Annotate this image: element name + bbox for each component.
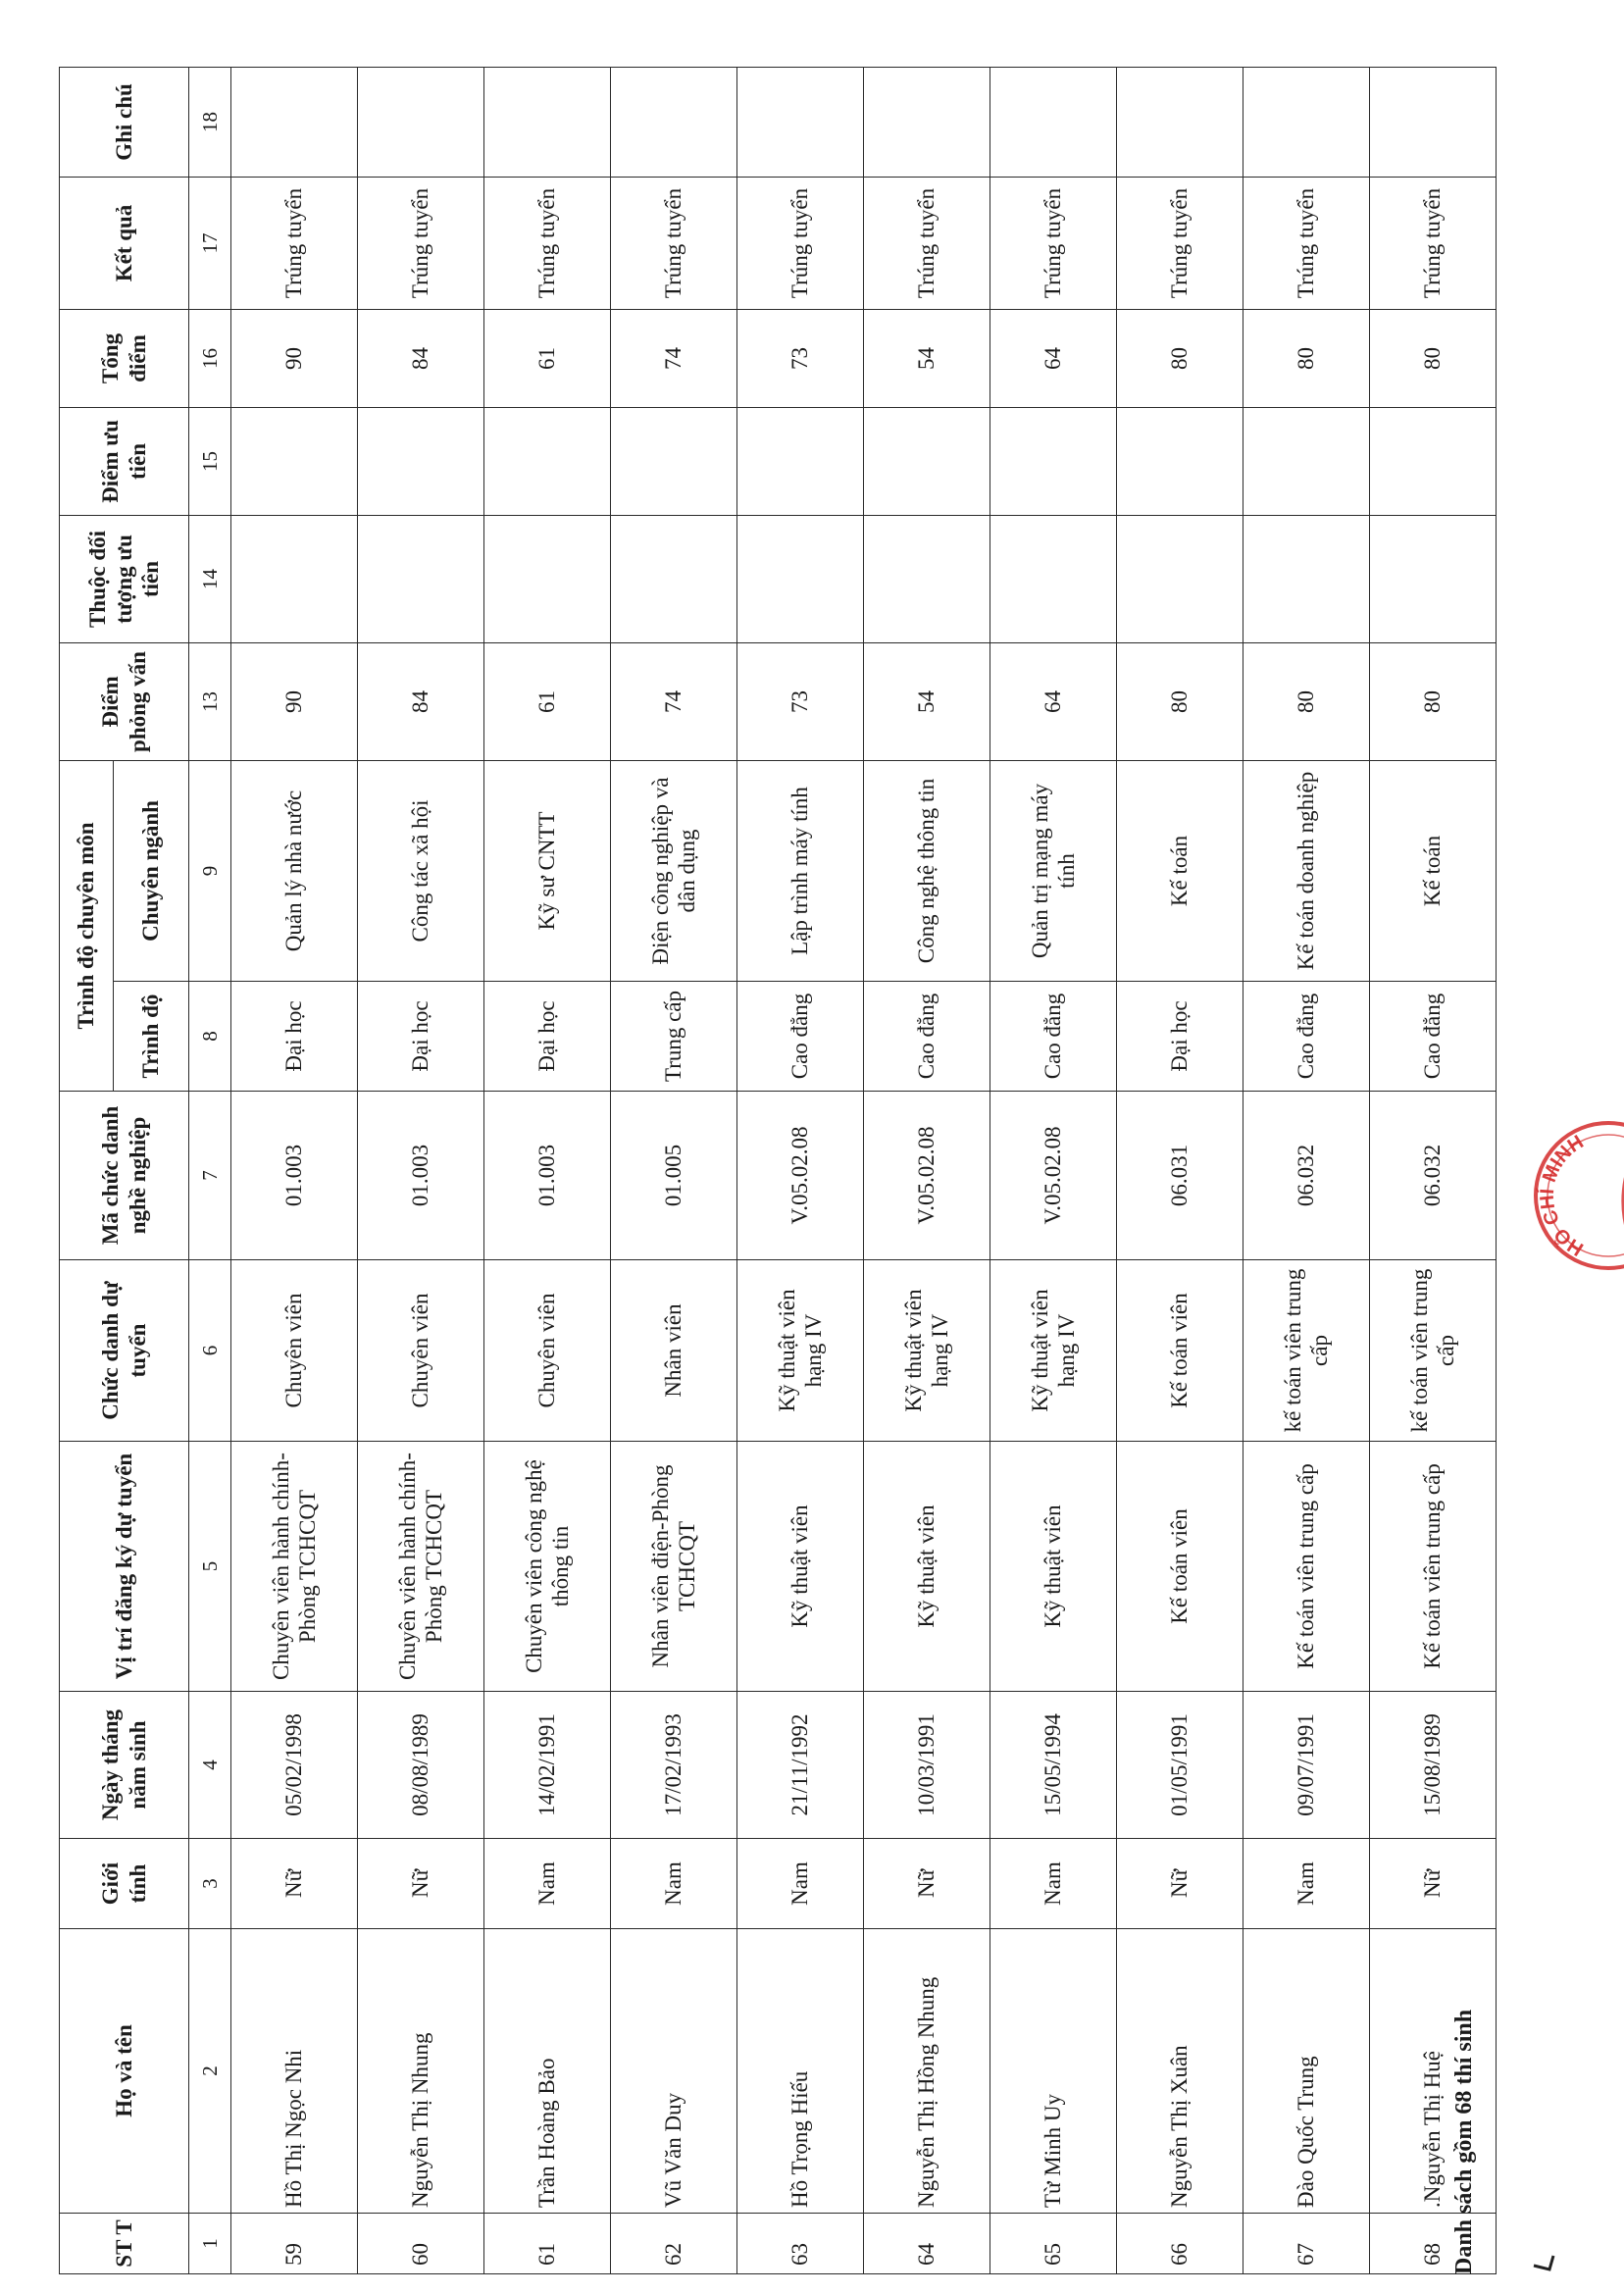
cell-priority-group xyxy=(864,515,990,642)
cell-stt: 62 xyxy=(611,2214,737,2274)
cell-level: Cao đẳng xyxy=(737,982,864,1092)
header-stt: ST T xyxy=(60,2214,189,2274)
cell-major: Điện công nghiệp và dân dụng xyxy=(611,760,737,981)
column-number: 4 xyxy=(189,1692,231,1839)
cell-stt: 65 xyxy=(990,2214,1117,2274)
header-qualification: Trình độ chuyên môn xyxy=(60,760,114,1091)
cell-priority-score xyxy=(990,407,1117,515)
column-number: 3 xyxy=(189,1839,231,1929)
cell-title: Kế toán viên xyxy=(1117,1260,1243,1442)
cell-stt: 60 xyxy=(358,2214,484,2274)
cell-priority-group xyxy=(990,515,1117,642)
header-interview: Điểm phỏng vấn xyxy=(60,642,189,760)
cell-title: Chuyên viên xyxy=(231,1260,358,1442)
cell-code: 06.032 xyxy=(1370,1092,1497,1260)
table-body xyxy=(231,67,1497,2273)
cell-priority-score xyxy=(1243,407,1370,515)
cell-code: V.05.02.08 xyxy=(864,1092,990,1260)
cell-result: Trúng tuyển xyxy=(864,177,990,309)
cell-name: Nguyễn Thị Hồng Nhung xyxy=(864,1929,990,2214)
cell-stt: 59 xyxy=(231,2214,358,2274)
cell-priority-group xyxy=(1243,515,1370,642)
cell-priority-score xyxy=(231,407,358,515)
cell-major: Kế toán xyxy=(1370,760,1497,981)
column-number: 2 xyxy=(189,1929,231,2214)
table-row xyxy=(1243,67,1370,2273)
scan-speck-mark xyxy=(1530,2236,1569,2275)
cell-priority-score xyxy=(737,407,864,515)
cell-stt: 64 xyxy=(864,2214,990,2274)
cell-interview: 54 xyxy=(864,642,990,760)
footer-summary: Danh sách gồm 68 thí sinh xyxy=(1451,2009,1477,2274)
cell-title: kế toán viên trung cấp xyxy=(1243,1260,1370,1442)
cell-gender: Nữ xyxy=(1370,1839,1497,1929)
cell-dob: 15/05/1994 xyxy=(990,1692,1117,1839)
cell-note xyxy=(1370,67,1497,177)
cell-stt: 68 xyxy=(1370,2214,1497,2274)
cell-position: Nhân viên điện-Phòng TCHCQT xyxy=(611,1442,737,1692)
cell-name: Hồ Trọng Hiếu xyxy=(737,1929,864,2214)
header-dob: Ngày tháng năm sinh xyxy=(60,1692,189,1839)
cell-note xyxy=(611,67,737,177)
cell-major: Quản trị mạng máy tính xyxy=(990,760,1117,981)
cell-title: Kỹ thuật viên hạng IV xyxy=(737,1260,864,1442)
cell-position: Kỹ thuật viên xyxy=(737,1442,864,1692)
table-row xyxy=(1117,67,1243,2273)
cell-result: Trúng tuyển xyxy=(1243,177,1370,309)
cell-gender: Nữ xyxy=(358,1839,484,1929)
cell-priority-group xyxy=(484,515,611,642)
table-row xyxy=(990,67,1117,2273)
cell-major: Kế toán xyxy=(1117,760,1243,981)
table-row xyxy=(611,67,737,2273)
cell-gender: Nam xyxy=(484,1839,611,1929)
cell-title: Chuyên viên xyxy=(484,1260,611,1442)
cell-position: Kế toán viên xyxy=(1117,1442,1243,1692)
cell-name: Nguyễn Thị Xuân xyxy=(1117,1929,1243,2214)
cell-result: Trúng tuyển xyxy=(611,177,737,309)
cell-total: 80 xyxy=(1370,309,1497,407)
cell-position: Chuyên viên công nghệ thông tin xyxy=(484,1442,611,1692)
header-level: Trình độ xyxy=(114,982,189,1092)
cell-priority-score xyxy=(484,407,611,515)
cell-position: Kế toán viên trung cấp xyxy=(1370,1442,1497,1692)
results-table xyxy=(59,67,1497,2274)
cell-total: 54 xyxy=(864,309,990,407)
cell-dob: 01/05/1991 xyxy=(1117,1692,1243,1839)
column-number: 17 xyxy=(189,177,231,309)
cell-title: kế toán viên trung cấp xyxy=(1370,1260,1497,1442)
cell-gender: Nam xyxy=(611,1839,737,1929)
header-result: Kết quả xyxy=(60,177,189,309)
cell-major: Quản lý nhà nước xyxy=(231,760,358,981)
cell-total: 80 xyxy=(1117,309,1243,407)
column-number-row xyxy=(189,67,231,2273)
table-row xyxy=(484,67,611,2273)
column-number: 14 xyxy=(189,515,231,642)
cell-major: Kỹ sư CNTT xyxy=(484,760,611,981)
cell-stt: 63 xyxy=(737,2214,864,2274)
cell-gender: Nữ xyxy=(1117,1839,1243,1929)
cell-name: Hồ Thị Ngọc Nhi xyxy=(231,1929,358,2214)
cell-stt: 61 xyxy=(484,2214,611,2274)
cell-stt: 67 xyxy=(1243,2214,1370,2274)
cell-note xyxy=(990,67,1117,177)
header-priority-score: Điểm ưu tiên xyxy=(60,407,189,515)
column-number: 6 xyxy=(189,1260,231,1442)
cell-level: Cao đẳng xyxy=(864,982,990,1092)
cell-position: Kỹ thuật viên xyxy=(864,1442,990,1692)
svg-text:HỒ CHÍ MINH: HỒ CHÍ MINH xyxy=(1536,1131,1588,1260)
rotated-results-sheet xyxy=(59,68,1588,2274)
cell-title: Nhân viên xyxy=(611,1260,737,1442)
header-title: Chức danh dự tuyển xyxy=(60,1260,189,1442)
cell-priority-group xyxy=(611,515,737,642)
cell-code: 01.003 xyxy=(484,1092,611,1260)
cell-dob: 17/02/1993 xyxy=(611,1692,737,1839)
cell-result: Trúng tuyển xyxy=(737,177,864,309)
cell-total: 90 xyxy=(231,309,358,407)
cell-code: 06.032 xyxy=(1243,1092,1370,1260)
cell-result: Trúng tuyển xyxy=(484,177,611,309)
cell-dob: 09/07/1991 xyxy=(1243,1692,1370,1839)
header-total: Tổng điểm xyxy=(60,309,189,407)
cell-priority-score xyxy=(611,407,737,515)
cell-interview: 90 xyxy=(231,642,358,760)
cell-dob: 21/11/1992 xyxy=(737,1692,864,1839)
cell-level: Đại học xyxy=(231,982,358,1092)
table-row xyxy=(737,67,864,2273)
cell-interview: 80 xyxy=(1243,642,1370,760)
cell-priority-group xyxy=(737,515,864,642)
cell-priority-group xyxy=(231,515,358,642)
cell-major: Lập trình máy tính xyxy=(737,760,864,981)
cell-name: Vũ Văn Duy xyxy=(611,1929,737,2214)
header-note: Ghi chú xyxy=(60,67,189,177)
cell-major: Công tác xã hội xyxy=(358,760,484,981)
cell-title: Chuyên viên xyxy=(358,1260,484,1442)
cell-interview: 73 xyxy=(737,642,864,760)
cell-name: Nguyễn Thị Nhung xyxy=(358,1929,484,2214)
cell-level: Cao đẳng xyxy=(1243,982,1370,1092)
cell-title: Kỹ thuật viên hạng IV xyxy=(864,1260,990,1442)
cell-level: Trung cấp xyxy=(611,982,737,1092)
cell-gender: Nữ xyxy=(231,1839,358,1929)
cell-note xyxy=(484,67,611,177)
cell-priority-group xyxy=(1370,515,1497,642)
cell-dob: 08/08/1989 xyxy=(358,1692,484,1839)
cell-note xyxy=(1243,67,1370,177)
cell-position: Chuyên viên hành chính-Phòng TCHCQT xyxy=(231,1442,358,1692)
cell-code: V.05.02.08 xyxy=(737,1092,864,1260)
table-row xyxy=(864,67,990,2273)
cell-priority-group xyxy=(358,515,484,642)
cell-result: Trúng tuyển xyxy=(990,177,1117,309)
cell-level: Đại học xyxy=(484,982,611,1092)
cell-interview: 84 xyxy=(358,642,484,760)
header-gender: Giới tính xyxy=(60,1839,189,1929)
cell-code: 06.031 xyxy=(1117,1092,1243,1260)
cell-major: Kế toán doanh nghiệp xyxy=(1243,760,1370,981)
cell-level: Đại học xyxy=(358,982,484,1092)
cell-interview: 61 xyxy=(484,642,611,760)
cell-level: Đại học xyxy=(1117,982,1243,1092)
header-code: Mã chức danh nghề nghiệp xyxy=(60,1092,189,1260)
official-stamp xyxy=(1530,1117,1624,1274)
cell-name: .Nguyễn Thị Huệ xyxy=(1370,1929,1497,2214)
cell-code: 01.005 xyxy=(611,1092,737,1260)
column-number: 5 xyxy=(189,1442,231,1692)
cell-dob: 15/08/1989 xyxy=(1370,1692,1497,1839)
cell-gender: Nữ xyxy=(864,1839,990,1929)
cell-priority-score xyxy=(864,407,990,515)
cell-note xyxy=(231,67,358,177)
cell-total: 64 xyxy=(990,309,1117,407)
header-position: Vị trí đăng ký dự tuyển xyxy=(60,1442,189,1692)
cell-note xyxy=(1117,67,1243,177)
cell-title: Kỹ thuật viên hạng IV xyxy=(990,1260,1117,1442)
cell-priority-score xyxy=(1370,407,1497,515)
cell-stt: 66 xyxy=(1117,2214,1243,2274)
table-row xyxy=(358,67,484,2273)
cell-level: Cao đẳng xyxy=(990,982,1117,1092)
header-major: Chuyên ngành xyxy=(114,760,189,981)
cell-priority-group xyxy=(1117,515,1243,642)
column-number: 15 xyxy=(189,407,231,515)
column-number: 16 xyxy=(189,309,231,407)
cell-dob: 10/03/1991 xyxy=(864,1692,990,1839)
column-number: 9 xyxy=(189,760,231,981)
column-number: 18 xyxy=(189,67,231,177)
cell-position: Kỹ thuật viên xyxy=(990,1442,1117,1692)
cell-position: Chuyên viên hành chính-Phòng TCHCQT xyxy=(358,1442,484,1692)
cell-total: 73 xyxy=(737,309,864,407)
cell-priority-score xyxy=(1117,407,1243,515)
cell-gender: Nam xyxy=(737,1839,864,1929)
cell-gender: Nam xyxy=(990,1839,1117,1929)
column-number: 7 xyxy=(189,1092,231,1260)
cell-note xyxy=(864,67,990,177)
cell-level: Cao đẳng xyxy=(1370,982,1497,1092)
cell-result: Trúng tuyển xyxy=(1370,177,1497,309)
cell-name: Từ Minh Uy xyxy=(990,1929,1117,2214)
cell-dob: 14/02/1991 xyxy=(484,1692,611,1839)
column-number: 13 xyxy=(189,642,231,760)
cell-code: 01.003 xyxy=(358,1092,484,1260)
cell-interview: 80 xyxy=(1117,642,1243,760)
cell-result: Trúng tuyển xyxy=(358,177,484,309)
header-priority-group: Thuộc đối tượng ưu tiên xyxy=(60,515,189,642)
cell-major: Công nghệ thông tin xyxy=(864,760,990,981)
table-row xyxy=(1370,67,1497,2273)
cell-interview: 80 xyxy=(1370,642,1497,760)
cell-total: 74 xyxy=(611,309,737,407)
cell-name: Trần Hoàng Bảo xyxy=(484,1929,611,2214)
cell-total: 84 xyxy=(358,309,484,407)
table-row xyxy=(231,67,358,2273)
cell-note xyxy=(358,67,484,177)
column-number: 8 xyxy=(189,982,231,1092)
cell-note xyxy=(737,67,864,177)
cell-priority-score xyxy=(358,407,484,515)
cell-total: 61 xyxy=(484,309,611,407)
cell-name: Đào Quốc Trung xyxy=(1243,1929,1370,2214)
cell-result: Trúng tuyển xyxy=(1117,177,1243,309)
cell-code: V.05.02.08 xyxy=(990,1092,1117,1260)
cell-code: 01.003 xyxy=(231,1092,358,1260)
cell-result: Trúng tuyển xyxy=(231,177,358,309)
cell-interview: 74 xyxy=(611,642,737,760)
header-name: Họ và tên xyxy=(60,1929,189,2214)
cell-interview: 64 xyxy=(990,642,1117,760)
column-number: 1 xyxy=(189,2214,231,2274)
cell-dob: 05/02/1998 xyxy=(231,1692,358,1839)
cell-gender: Nam xyxy=(1243,1839,1370,1929)
cell-position: Kế toán viên trung cấp xyxy=(1243,1442,1370,1692)
cell-total: 80 xyxy=(1243,309,1370,407)
